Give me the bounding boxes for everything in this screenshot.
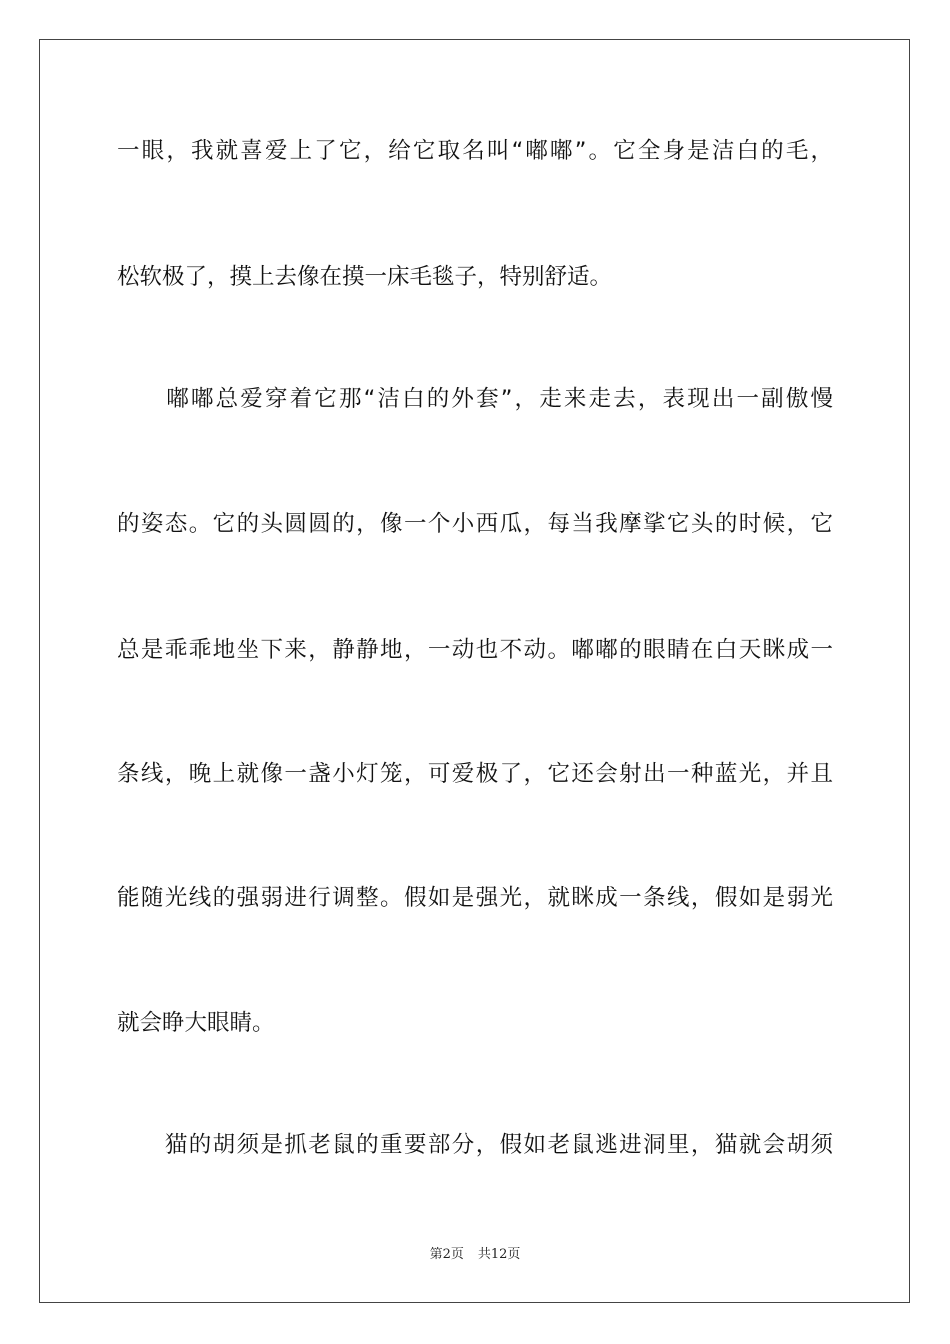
page-total: 共12页 [477, 1247, 521, 1262]
paragraph-line: 的姿态。它的头圆圆的，像一个小西瓜，每当我摩挲它头的时候，它 [117, 511, 833, 537]
page-number: 第2页 [429, 1247, 464, 1262]
paragraph-line: 能随光线的强弱进行调整。假如是强光，就眯成一条线，假如是弱光 [117, 885, 833, 911]
paragraph-line: 猫的胡须是抓老鼠的重要部分，假如老鼠逃进洞里，猫就会胡须 [117, 1132, 833, 1158]
paragraph-line: 松软极了，摸上去像在摸一床毛毯子，特别舒适。 [117, 264, 613, 290]
paragraph-line: 就会睁大眼睛。 [117, 1010, 275, 1036]
paragraph-line: 条线，晚上就像一盏小灯笼，可爱极了，它还会射出一种蓝光，并且 [117, 761, 833, 787]
page-border [39, 39, 910, 1303]
page-footer [0, 1246, 950, 1264]
paragraph-line: 嘟嘟总爱穿着它那“洁白的外套”，走来走去，表现出一副傲慢 [117, 386, 833, 412]
paragraph-line: 一眼，我就喜爱上了它，给它取名叫“嘟嘟”。它全身是洁白的毛， [117, 138, 833, 164]
paragraph-line: 总是乖乖地坐下来，静静地，一动也不动。嘟嘟的眼睛在白天眯成一 [117, 637, 833, 663]
